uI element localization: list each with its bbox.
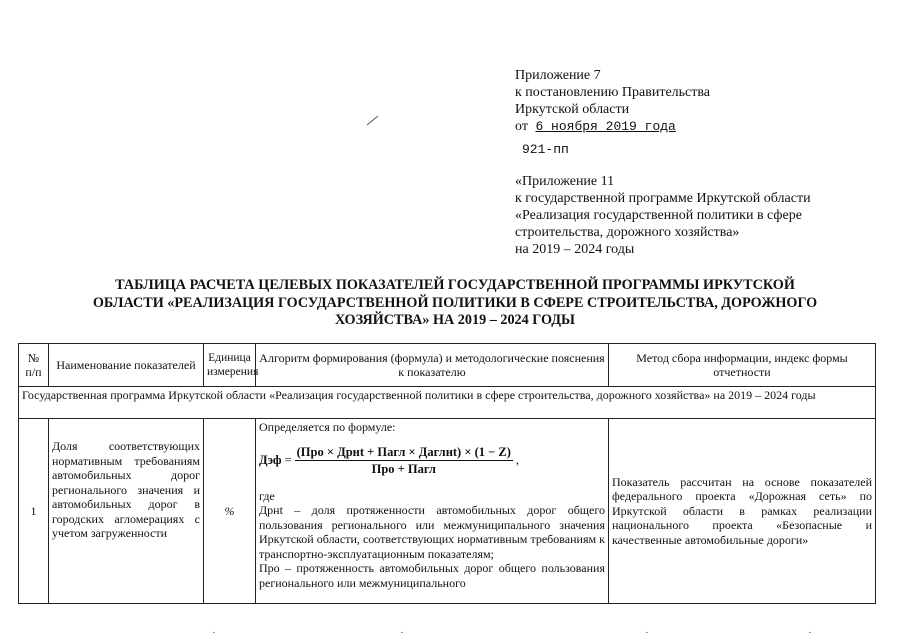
formula-tail: , bbox=[515, 453, 520, 468]
formula-fraction bbox=[295, 445, 513, 477]
scan-speck: · bbox=[212, 627, 216, 639]
scan-speck: · bbox=[400, 627, 404, 639]
header-unit: Единица измерения bbox=[204, 344, 256, 387]
row-method: Показатель рассчитан на основе показателей федерального проекта «Дорожная сеть» по Иркутской области в рамках реализации национального проекта «Безопасные и качественные автомобильные дороги» bbox=[609, 419, 876, 604]
decree-number: 921-пп bbox=[522, 142, 569, 157]
appendix-line2: к постановлению Правительства bbox=[515, 85, 711, 100]
date-value: 6 ноября 2019 года bbox=[535, 119, 676, 134]
where-label: где bbox=[259, 488, 275, 503]
row-algorithm bbox=[256, 419, 609, 604]
formula bbox=[259, 445, 605, 477]
title-line3: ХОЗЯЙСТВА» НА 2019 – 2024 ГОДЫ bbox=[335, 312, 575, 328]
title-line1: ТАБЛИЦА РАСЧЕТА ЦЕЛЕВЫХ ПОКАЗАТЕЛЕЙ ГОСУДАРСТВЕННОЙ ПРОГРАММЫ ИРКУТСКОЙ bbox=[115, 277, 795, 293]
table-row bbox=[19, 419, 876, 604]
header-method: Метод сбора информации, индекс формы отчетности bbox=[609, 344, 876, 387]
indicators-table bbox=[18, 343, 876, 604]
row-num: 1 bbox=[19, 419, 49, 604]
scan-speck: · bbox=[645, 627, 649, 639]
title-line2: ОБЛАСТИ «РЕАЛИЗАЦИЯ ГОСУДАРСТВЕННОЙ ПОЛИТИКИ В СФЕРЕ СТРОИТЕЛЬСТВА, ДОРОЖНОГО bbox=[92, 294, 818, 311]
formula-lhs: Дэф bbox=[259, 453, 282, 468]
formula-numerator: (Про × Дрнt + Пагл × Даглнt) × (1 − Z) bbox=[295, 445, 513, 462]
appendix-line1: Приложение 7 bbox=[515, 68, 601, 83]
appendix-date bbox=[515, 118, 710, 135]
formula-equals: = bbox=[284, 453, 292, 468]
header-num: № п/п bbox=[19, 344, 49, 387]
appendix11-header bbox=[515, 173, 811, 258]
document-title bbox=[45, 277, 865, 330]
row-unit: % bbox=[204, 419, 256, 604]
appendix11-line1: «Приложение 11 bbox=[515, 174, 615, 189]
program-cell: Государственная программа Иркутской области «Реализация государственной политики в сфере строительства, дорожного хозяйства» на 2019 – 2024 годы bbox=[19, 387, 876, 419]
date-prefix: от bbox=[515, 119, 528, 134]
appendix-header bbox=[515, 67, 710, 158]
appendix11-line2: к государственной программе Иркутской области bbox=[515, 191, 811, 206]
formula-denominator: Про + Пагл bbox=[371, 462, 436, 476]
appendix-line3: Иркутской области bbox=[515, 102, 630, 117]
appendix11-line4: строительства, дорожного хозяйства» bbox=[515, 225, 740, 240]
appendix11-line3: «Реализация государственной политики в сфере bbox=[515, 208, 802, 223]
header-name: Наименование показателей bbox=[49, 344, 204, 387]
definition-drn: Дрнt – доля протяженности автомобильных дорог общего пользования регионального или межмуниципального значения Иркутской области, соответствующих нормативным требованиям к транспортно-эксплуатационным показателям; bbox=[259, 503, 605, 561]
scan-speck: · bbox=[808, 627, 812, 639]
program-row bbox=[19, 387, 876, 419]
algorithm-intro: Определяется по формуле: bbox=[259, 420, 396, 434]
header-algorithm: Алгоритм формирования (формула) и методологические пояснения к показателю bbox=[256, 344, 609, 387]
table-header-row bbox=[19, 344, 876, 387]
pen-mark bbox=[366, 113, 380, 131]
definition-pro: Про – протяженность автомобильных дорог общего пользования регионального или межмуниципального bbox=[259, 561, 605, 590]
appendix11-line5: на 2019 – 2024 годы bbox=[515, 242, 635, 257]
row-indicator-name: Доля соответствующих нормативным требованиям автомобильных дорог регионального значения и автомобильных дорог в городских агломерациях с учетом загруженности bbox=[49, 419, 204, 604]
